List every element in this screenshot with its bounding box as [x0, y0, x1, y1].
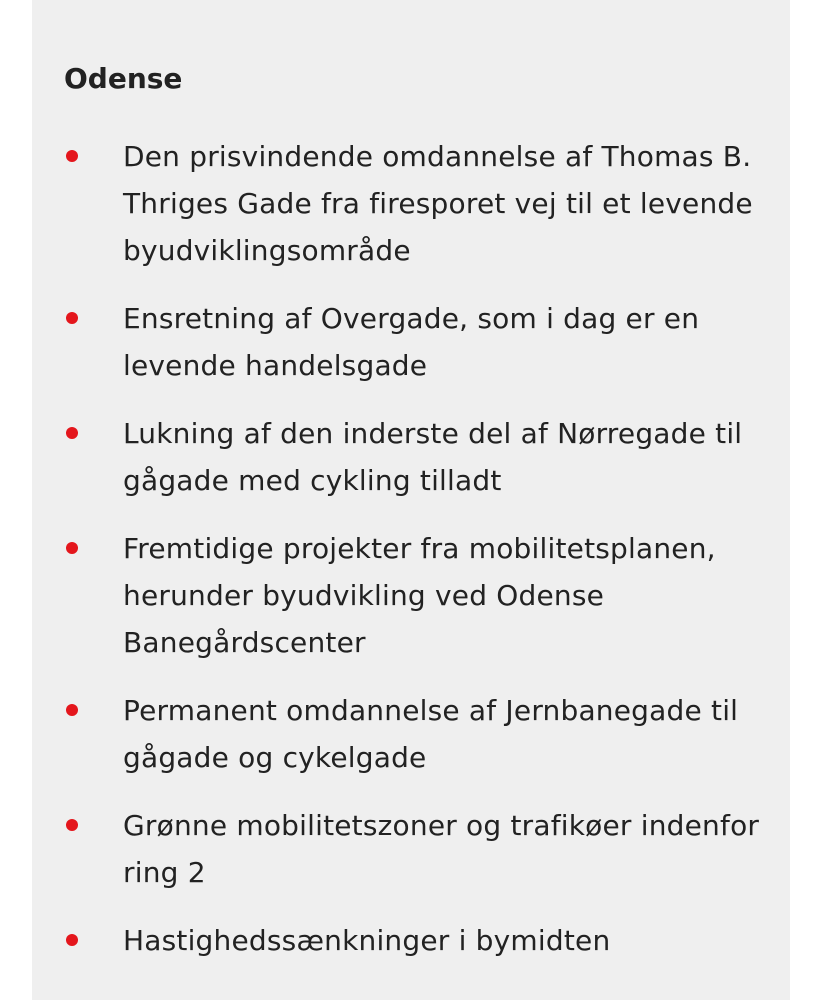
list-item-text: Lukning af den inderste del af Nørregade til gågade med cykling tilladt — [123, 417, 743, 497]
list-item — [32, 802, 790, 896]
list-item-text: Grønne mobilitetszoner og trafikøer indenfor ring 2 — [123, 809, 760, 889]
list-item — [32, 133, 790, 274]
list-item — [32, 917, 790, 964]
list-item — [32, 687, 790, 781]
list-item — [32, 525, 790, 666]
list-item-text: Hastighedssænkninger i bymidten — [123, 924, 611, 957]
info-box — [32, 0, 790, 1000]
bullet-icon — [66, 934, 78, 946]
bullet-icon — [66, 427, 78, 439]
list-item-text: Fremtidige projekter fra mobilitetsplanen, herunder byudvikling ved Odense Banegårdscenter — [123, 532, 716, 659]
list-item-text: Den prisvindende omdannelse af Thomas B. Thriges Gade fra firesporet vej til et levende byudviklingsområde — [123, 140, 753, 267]
list-item-text: Ensretning af Overgade, som i dag er en levende handelsgade — [123, 302, 700, 382]
list-item — [32, 295, 790, 389]
bullet-icon — [66, 150, 78, 162]
bullet-list — [32, 133, 790, 985]
list-item-text: Permanent omdannelse af Jernbanegade til gågade og cykelgade — [123, 694, 739, 774]
bullet-icon — [66, 704, 78, 716]
bullet-icon — [66, 312, 78, 324]
bullet-icon — [66, 542, 78, 554]
list-item — [32, 410, 790, 504]
bullet-icon — [66, 819, 78, 831]
section-heading: Odense — [64, 62, 183, 95]
